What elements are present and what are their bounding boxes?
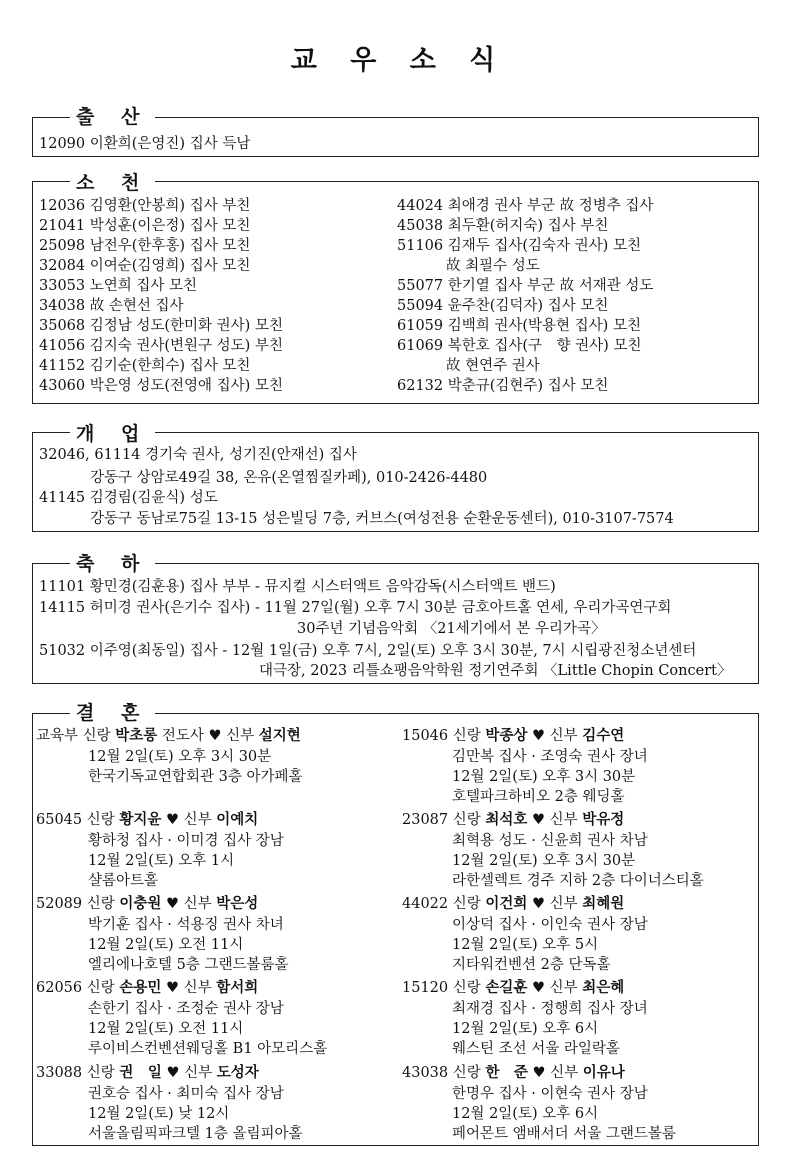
wedding-heading	[36, 810, 258, 830]
congrats-section-title: 축 하	[70, 553, 155, 575]
wedding-mid: ♥ 신부	[527, 728, 583, 744]
congrats-line: 51032 이주영(최동일) 집사 - 12월 1일(금) 오후 7시, 2일(토) 오후 3시 30분, 7시 시립광진청소년센터	[39, 643, 697, 659]
wedding-id: 62056	[36, 980, 83, 996]
wedding-id: 15046	[402, 728, 449, 744]
wedding-id: 33088	[36, 1065, 83, 1081]
death-right-item: 故 최필수 성도	[446, 258, 540, 274]
wedding-pre: 신랑	[86, 896, 120, 912]
wedding-detail: 12월 2일(토) 오후 5시	[452, 937, 599, 953]
wedding-mid: 전도사 ♥ 신부	[157, 728, 259, 744]
congrats-section	[32, 563, 759, 684]
wedding-mid: ♥ 신부	[527, 980, 583, 996]
wedding-id: 43038	[402, 1065, 449, 1081]
wedding-detail: 12월 2일(토) 오후 1시	[88, 853, 235, 869]
bride-name: 함서희	[216, 979, 259, 996]
wedding-id: 52089	[36, 896, 83, 912]
wedding-detail: 12월 2일(토) 오후 6시	[452, 1021, 599, 1037]
wedding-heading	[402, 894, 624, 914]
death-right-item: 44024 최애경 권사 부군 故 정병추 집사	[397, 198, 654, 214]
wedding-detail: 12월 2일(토) 오후 3시 30분	[88, 749, 272, 765]
wedding-section-title: 결 혼	[70, 702, 155, 724]
congrats-line: 14115 허미경 권사(은기수 집사) - 11월 27일(월) 오후 7시 30분 금호아트홀 연세, 우리가곡연구회	[39, 600, 672, 616]
wedding-detail: 권호승 집사 · 최미숙 집사 장남	[88, 1086, 284, 1102]
wedding-detail: 박기훈 집사 · 석용징 권사 차녀	[88, 917, 284, 933]
wedding-detail: 이상덕 집사 · 이인숙 권사 장남	[452, 917, 648, 933]
wedding-detail: 12월 2일(토) 오후 3시 30분	[452, 853, 636, 869]
wedding-pre: 신랑	[452, 1065, 486, 1081]
bride-name: 김수연	[582, 727, 625, 744]
congrats-line: 11101 황민경(김훈용) 집사 부부 - 뮤지컬 시스터액트 음악감독(시스터액트 밴드)	[39, 579, 556, 595]
birth-section-title: 출 산	[70, 106, 155, 128]
wedding-detail: 12월 2일(토) 낮 12시	[88, 1106, 230, 1122]
wedding-detail: 라한셀렉트 경주 지하 2층 다이너스티홀	[452, 873, 704, 889]
business-section	[32, 432, 759, 532]
groom-name: 한 준	[485, 1064, 528, 1081]
groom-name: 이건희	[485, 895, 528, 912]
wedding-id: 65045	[36, 812, 83, 828]
wedding-heading	[36, 894, 258, 914]
wedding-detail: 샬롬아트홀	[88, 873, 159, 889]
wedding-pre: 신랑	[82, 728, 116, 744]
death-section-title: 소 천	[70, 172, 155, 194]
groom-name: 손용민	[119, 979, 162, 996]
wedding-mid: ♥ 신부	[161, 1065, 217, 1081]
congrats-line: 대극장, 2023 리틀쇼팽음악학원 정기연주회 〈Little Chopin Concert〉	[259, 663, 732, 679]
death-left-item: 21041 박성훈(이은정) 집사 모친	[39, 218, 251, 234]
wedding-detail: 루이비스컨벤션웨딩홀 B1 아모리스홀	[88, 1041, 328, 1057]
groom-name: 이충원	[119, 895, 162, 912]
wedding-detail: 웨스틴 조선 서울 라일락홀	[452, 1041, 620, 1057]
wedding-mid: ♥ 신부	[161, 896, 217, 912]
death-left-item: 12036 김영환(안봉희) 집사 부친	[39, 198, 251, 214]
death-right-item: 62132 박춘규(김현주) 집사 모친	[397, 378, 609, 394]
business-line: 강동구 상암로49길 38, 온유(온열찜질카페), 010-2426-4480	[90, 470, 488, 486]
wedding-detail: 12월 2일(토) 오후 3시 30분	[452, 769, 636, 785]
wedding-heading	[402, 1063, 625, 1083]
death-right-item: 61059 김백희 권사(박용현 집사) 모친	[397, 318, 641, 334]
bride-name: 최혜원	[582, 895, 625, 912]
wedding-detail: 한명우 집사 · 이현숙 권사 장남	[452, 1086, 648, 1102]
death-right-item: 45038 최두환(허지숙) 집사 부친	[397, 218, 609, 234]
wedding-pre: 신랑	[86, 1065, 120, 1081]
wedding-detail: 12월 2일(토) 오전 11시	[88, 937, 244, 953]
wedding-detail: 서울올림픽파크텔 1층 올림피아홀	[88, 1126, 303, 1142]
business-line: 41145 김경림(김윤식) 성도	[39, 490, 218, 506]
page-title: 교 우 소 식	[290, 45, 508, 76]
death-left-item: 34038 故 손현선 집사	[39, 298, 184, 314]
wedding-detail: 페어몬트 앰배서더 서울 그랜드볼룸	[452, 1126, 676, 1142]
wedding-pre: 신랑	[452, 812, 486, 828]
groom-name: 박초롱	[115, 727, 158, 744]
bride-name: 이유나	[582, 1064, 625, 1081]
death-section	[32, 181, 759, 404]
wedding-detail: 최혁용 성도 · 신윤희 권사 차남	[452, 833, 648, 849]
wedding-detail: 엘리에나호텔 5층 그랜드볼룸홀	[88, 957, 289, 973]
wedding-detail: 황하청 집사 · 이미경 집사 장남	[88, 833, 284, 849]
business-line: 강동구 동남로75길 13-15 성은빌딩 7층, 커브스(여성전용 순환운동센터), 010-3107-7574	[90, 511, 674, 527]
wedding-heading	[402, 726, 624, 746]
bride-name: 설지현	[258, 727, 301, 744]
congrats-line: 30주년 기념음악회 〈21세기에서 본 우리가곡〉	[297, 621, 606, 637]
wedding-heading	[36, 1063, 259, 1083]
wedding-id: 15120	[402, 980, 449, 996]
wedding-id: 교육부	[36, 728, 79, 744]
wedding-mid: ♥ 신부	[527, 812, 583, 828]
wedding-pre: 신랑	[452, 980, 486, 996]
wedding-section	[32, 713, 759, 1146]
death-right-item: 故 현연주 권사	[446, 358, 540, 374]
wedding-detail: 12월 2일(토) 오후 6시	[452, 1106, 599, 1122]
death-left-item: 25098 남전우(한후홍) 집사 모친	[39, 238, 251, 254]
wedding-mid: ♥ 신부	[161, 812, 217, 828]
death-right-item: 55094 윤주찬(김덕자) 집사 모친	[397, 298, 609, 314]
wedding-mid: ♥ 신부	[527, 1065, 583, 1081]
groom-name: 권 일	[119, 1064, 162, 1081]
bride-name: 도성자	[216, 1064, 259, 1081]
wedding-mid: ♥ 신부	[161, 980, 217, 996]
death-right-item: 51106 김재두 집사(김숙자 권사) 모친	[397, 238, 641, 254]
death-left-item: 32084 이여순(김영희) 집사 모친	[39, 258, 251, 274]
wedding-detail: 12월 2일(토) 오전 11시	[88, 1021, 244, 1037]
death-right-item: 61069 복한호 집사(구 향 권사) 모친	[397, 338, 642, 354]
death-left-item: 43060 박은영 성도(전영애 집사) 모친	[39, 378, 283, 394]
wedding-heading	[402, 978, 624, 998]
business-section-title: 개 업	[70, 423, 155, 445]
wedding-detail: 호텔파크하비오 2층 웨딩홀	[452, 789, 625, 805]
groom-name: 손길훈	[485, 979, 528, 996]
death-left-item: 35068 김정남 성도(한미화 권사) 모친	[39, 318, 283, 334]
wedding-detail: 최재경 집사 · 정행희 집사 장녀	[452, 1001, 648, 1017]
death-left-item: 41152 김기순(한희수) 집사 모친	[39, 358, 251, 374]
death-left-item: 33053 노연희 집사 모친	[39, 278, 198, 294]
wedding-detail: 손한기 집사 · 조정순 권사 장남	[88, 1001, 284, 1017]
wedding-detail: 한국기독교연합회관 3층 아가페홀	[88, 769, 303, 785]
wedding-pre: 신랑	[452, 728, 486, 744]
bride-name: 최은혜	[582, 979, 625, 996]
business-line: 32046, 61114 경기숙 권사, 성기진(안재선) 집사	[39, 447, 357, 463]
wedding-pre: 신랑	[86, 980, 120, 996]
bride-name: 박유정	[582, 811, 625, 828]
wedding-pre: 신랑	[86, 812, 120, 828]
death-left-item: 41056 김지숙 권사(변원구 성도) 부친	[39, 338, 283, 354]
groom-name: 박종상	[485, 727, 528, 744]
groom-name: 최석호	[485, 811, 528, 828]
wedding-detail: 지타워컨벤션 2층 단독홀	[452, 957, 611, 973]
wedding-heading	[36, 726, 301, 746]
bride-name: 이예치	[216, 811, 259, 828]
wedding-id: 23087	[402, 812, 449, 828]
wedding-pre: 신랑	[452, 896, 486, 912]
groom-name: 황지윤	[119, 811, 162, 828]
wedding-id: 44022	[402, 896, 449, 912]
death-right-item: 55077 한기열 집사 부군 故 서재관 성도	[397, 278, 654, 294]
bride-name: 박은성	[216, 895, 259, 912]
wedding-heading	[36, 978, 258, 998]
wedding-detail: 김만복 집사 · 조영숙 권사 장녀	[452, 749, 648, 765]
wedding-mid: ♥ 신부	[527, 896, 583, 912]
birth-item: 12090 이환희(은영진) 집사 득남	[39, 136, 251, 152]
wedding-heading	[402, 810, 624, 830]
